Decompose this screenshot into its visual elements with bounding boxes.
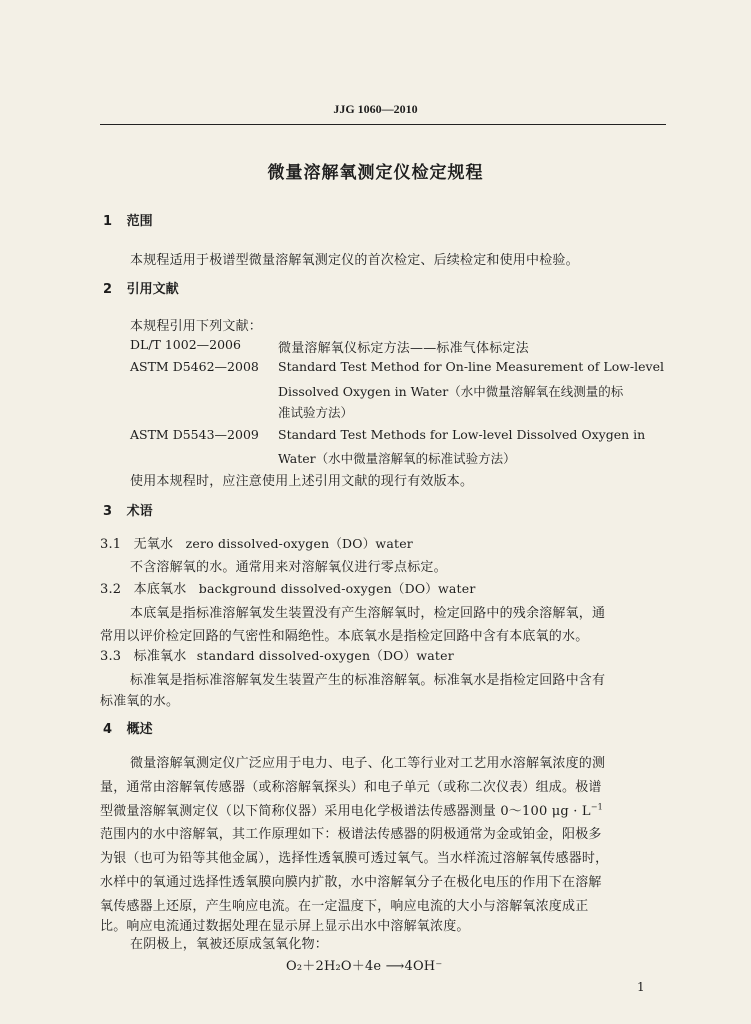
- section-title: 概述: [126, 722, 153, 737]
- section-4-heading: [103, 718, 153, 737]
- term-3-1-definition: 不含溶解氧的水。通常用来对溶解氧仪进行零点标定。: [130, 560, 447, 575]
- term-name: 本底氧水: [133, 582, 187, 597]
- reference-title-line: 准试验方法）: [278, 405, 354, 420]
- term-3-3: [100, 645, 454, 664]
- term-name: 标准氧水: [133, 649, 187, 664]
- term-3-1: [100, 533, 413, 552]
- cathode-equation: O₂＋2H₂O＋4e ⟶4OH⁻: [286, 959, 443, 974]
- term-english: background dissolved-oxygen（DO）water: [198, 581, 476, 596]
- section-title: 引用文献: [126, 282, 179, 297]
- reference-code: DL/T 1002—2006: [130, 337, 241, 352]
- section-number: 4: [103, 722, 113, 737]
- page-number: 1: [637, 980, 645, 994]
- section-title: 范围: [126, 214, 153, 229]
- term-3-2-definition-line: 常用以评价检定回路的气密性和隔绝性。本底氧水是指检定回路中含有本底氧的水。: [100, 629, 589, 644]
- overview-line: 量，通常由溶解氧传感器（或称溶解氧探头）和电子单元（或称二次仪表）组成。极谱: [100, 780, 602, 795]
- overview-line: [100, 800, 603, 819]
- section-2-heading: [103, 278, 179, 297]
- overview-line: 水样中的氧通过选择性透氧膜向膜内扩散，水中溶解氧分子在极化电压的作用下在溶解: [100, 875, 602, 890]
- overview-paragraph-2: 在阴极上，氧被还原成氢氧化物：: [130, 937, 329, 952]
- reference-code: ASTM D5462—2008: [130, 359, 259, 374]
- section-number: 1: [103, 214, 113, 229]
- overview-line: 范围内的水中溶解氧，其工作原理如下：极谱法传感器的阴极通常为金或铂金，阳极多: [100, 827, 602, 842]
- header-rule: [100, 124, 666, 125]
- reference-title-line: Standard Test Method for On-line Measurement of Low-level: [278, 359, 664, 374]
- term-number: 3.3: [100, 649, 122, 664]
- term-english: zero dissolved-oxygen（DO）water: [185, 536, 413, 551]
- unit-superscript: −1: [590, 802, 603, 812]
- section-1-text: 本规程适用于极谱型微量溶解氧测定仪的首次检定、后续检定和使用中检验。: [130, 253, 579, 268]
- document-title: 微量溶解氧测定仪检定规程: [267, 163, 484, 183]
- reference-title: 微量溶解氧仪标定方法——标准气体标定法: [278, 341, 529, 356]
- reference-code: ASTM D5543—2009: [130, 427, 259, 442]
- term-english: standard dissolved-oxygen（DO）water: [196, 648, 454, 663]
- overview-line: 氧传感器上还原，产生响应电流。在一定温度下，响应电流的大小与溶解氧浓度成正: [100, 899, 589, 914]
- reference-title-line: Standard Test Methods for Low-level Dissolved Oxygen in: [278, 427, 646, 442]
- reference-title-line: Dissolved Oxygen in Water（水中微量溶解氧在线测量的标: [278, 384, 624, 399]
- term-name: 无氧水: [133, 537, 174, 552]
- overview-line-text: 型微量溶解氧测定仪（以下简称仪器）采用电化学极谱法传感器测量 0～100 μg · L: [100, 804, 591, 819]
- term-number: 3.2: [100, 582, 122, 597]
- term-3-3-definition-line: 标准氧是指标准溶解氧发生装置产生的标准溶解氧。标准氧水是指检定回路中含有: [130, 673, 606, 688]
- references-intro: 本规程引用下列文献：: [130, 319, 263, 334]
- section-3-heading: [103, 500, 153, 519]
- term-3-2: [100, 578, 476, 597]
- standard-code-header: JJG 1060—2010: [333, 102, 418, 116]
- term-3-2-definition-line: 本底氧是指标准溶解氧发生装置没有产生溶解氧时，检定回路中的残余溶解氧，通: [130, 606, 606, 621]
- section-1-heading: [103, 210, 153, 229]
- term-3-3-definition-line: 标准氧的水。: [100, 694, 180, 709]
- overview-line: 比。响应电流通过数据处理在显示屏上显示出水中溶解氧浓度。: [100, 919, 470, 934]
- term-number: 3.1: [100, 537, 122, 552]
- section-number: 3: [103, 504, 113, 519]
- reference-title-line: Water（水中微量溶解氧的标准试验方法）: [278, 451, 516, 466]
- overview-line: 微量溶解氧测定仪广泛应用于电力、电子、化工等行业对工艺用水溶解氧浓度的测: [130, 756, 606, 771]
- overview-line: 为银（也可为铅等其他金属），选择性透氧膜可透过氧气。当水样流过溶解氧传感器时，: [100, 851, 609, 866]
- section-title: 术语: [126, 504, 153, 519]
- references-note: 使用本规程时，应注意使用上述引用文献的现行有效版本。: [130, 474, 474, 489]
- section-number: 2: [103, 282, 113, 297]
